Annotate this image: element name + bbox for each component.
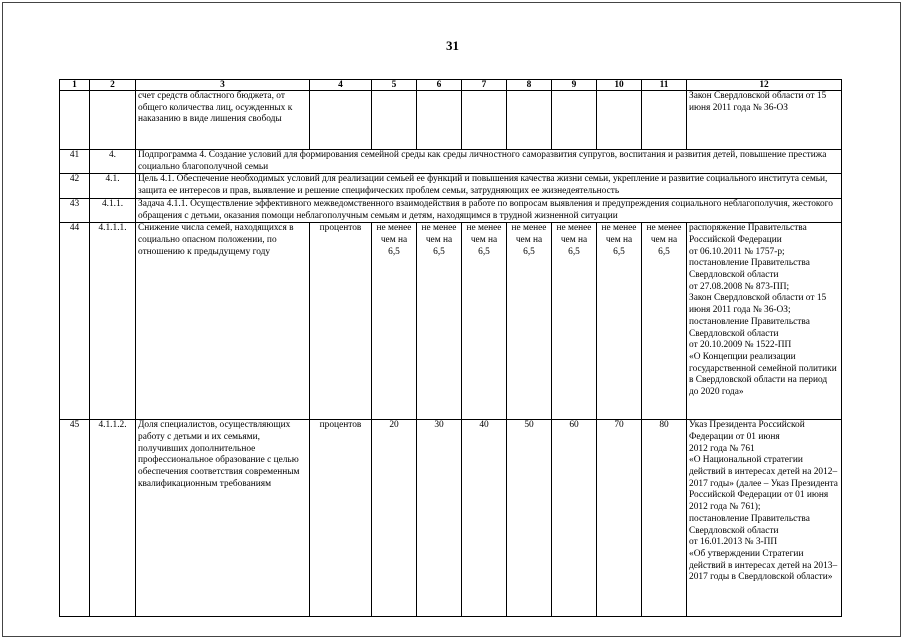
unit-cell: процентов (310, 420, 372, 617)
row-code: 4.1. (90, 174, 136, 198)
table-row (60, 223, 842, 420)
source-cell: Указ Президента Российской Федерации от 01 июня 2012 года № 761 «О Национальной стратегии действий в интересах детей на 2012–2017 годы» (далее – Указ Президента Российской Федерации от 01 июня 2012 года № 761); постановление Правительства Свердловской области от 16.01.2013 № 3-ПП «Об утверждении Стратегии действий в интересах детей на 2013–2017 годы в Свердловской области» (687, 420, 842, 617)
column-header: 3 (136, 80, 310, 91)
row-number: 45 (60, 420, 90, 617)
year-value-cell: не менее чем на 6,5 (417, 223, 462, 420)
subprogram-title: Подпрограмма 4. Создание условий для формирования семейной среды как среды личностного саморазвития супругов, воспитания и развития детей, повышение престижа социально благополучной семьи (136, 150, 842, 174)
column-header: 6 (417, 80, 462, 91)
year-value-cell: не менее чем на 6,5 (552, 223, 597, 420)
year-value-cell: 80 (642, 420, 687, 617)
row-number: 41 (60, 150, 90, 174)
row-number: 43 (60, 198, 90, 222)
column-header: 11 (642, 80, 687, 91)
indicators-table (59, 79, 842, 617)
unit-cell: процентов (310, 223, 372, 420)
year-value-cell: не менее чем на 6,5 (372, 223, 417, 420)
year-value-cell: 50 (507, 420, 552, 617)
year-value-cell: не менее чем на 6,5 (462, 223, 507, 420)
year-value-cell: 70 (597, 420, 642, 617)
goal-title: Цель 4.1. Обеспечение необходимых условий для реализации семьей ее функций и повышения качества жизни семьи, укрепление и развитие социального института семьи, защита ее интересов и прав, выявление и решение специфических проблем семьи, затрудняющих ее жизнедеятельность (136, 174, 842, 198)
row-code: 4.1.1.1. (90, 223, 136, 420)
row-number: 44 (60, 223, 90, 420)
column-header: 1 (60, 80, 90, 91)
indicator-name-cell: Доля специалистов, осуществляющих работу с детьми и их семьями, получивших дополнительное профессиональное образование с целью обеспечения соответствия современным квалификационным требованиям (136, 420, 310, 617)
column-header: 4 (310, 80, 372, 91)
indicator-name-cell: счет средств областного бюджета, от общего количества лиц, осужденных к наказанию в виде лишения свободы (136, 91, 310, 150)
table-row (60, 91, 842, 150)
column-header: 5 (372, 80, 417, 91)
table-row (60, 174, 842, 198)
year-value-cell: 60 (552, 420, 597, 617)
column-header: 12 (687, 80, 842, 91)
table-row (60, 420, 842, 617)
column-header: 10 (597, 80, 642, 91)
column-header: 2 (90, 80, 136, 91)
year-value-cell: не менее чем на 6,5 (597, 223, 642, 420)
column-header: 9 (552, 80, 597, 91)
source-cell: Закон Свердловской области от 15 июня 2011 года № 36-ОЗ (687, 91, 842, 150)
row-code: 4. (90, 150, 136, 174)
column-header: 7 (462, 80, 507, 91)
column-header: 8 (507, 80, 552, 91)
table-row (60, 198, 842, 222)
year-value-cell: 30 (417, 420, 462, 617)
row-code: 4.1.1.2. (90, 420, 136, 617)
task-title: Задача 4.1.1. Осуществление эффективного межведомственного взаимодействия в работе по вопросам выявления и предупреждения социального неблагополучия, жестокого обращения с детьми, оказания помощи неблагополучным семьям и детям, находящимся в трудной жизненной ситуации (136, 198, 842, 222)
year-value-cell: 20 (372, 420, 417, 617)
page-number: 31 (446, 38, 459, 53)
year-value-cell: 40 (462, 420, 507, 617)
year-value-cell: не менее чем на 6,5 (507, 223, 552, 420)
row-number: 42 (60, 174, 90, 198)
table-row (60, 150, 842, 174)
year-value-cell: не менее чем на 6,5 (642, 223, 687, 420)
row-code: 4.1.1. (90, 198, 136, 222)
source-cell: распоряжение Правительства Российской Федерации от 06.10.2011 № 1757-р; постановление Правительства Свердловской области от 27.08.2008 № 873-ПП; Закон Свердловской области от 15 июня 2011 года № 36-ОЗ; постановление Правительства Свердловской области от 20.10.2009 № 1522-ПП «О Концепции реализации государственной семейной политики в Свердловской области на период до 2020 года» (687, 223, 842, 420)
table-header-row (60, 80, 842, 91)
indicator-name-cell: Снижение числа семей, находящихся в социально опасном положении, по отношению к предыдущему году (136, 223, 310, 420)
